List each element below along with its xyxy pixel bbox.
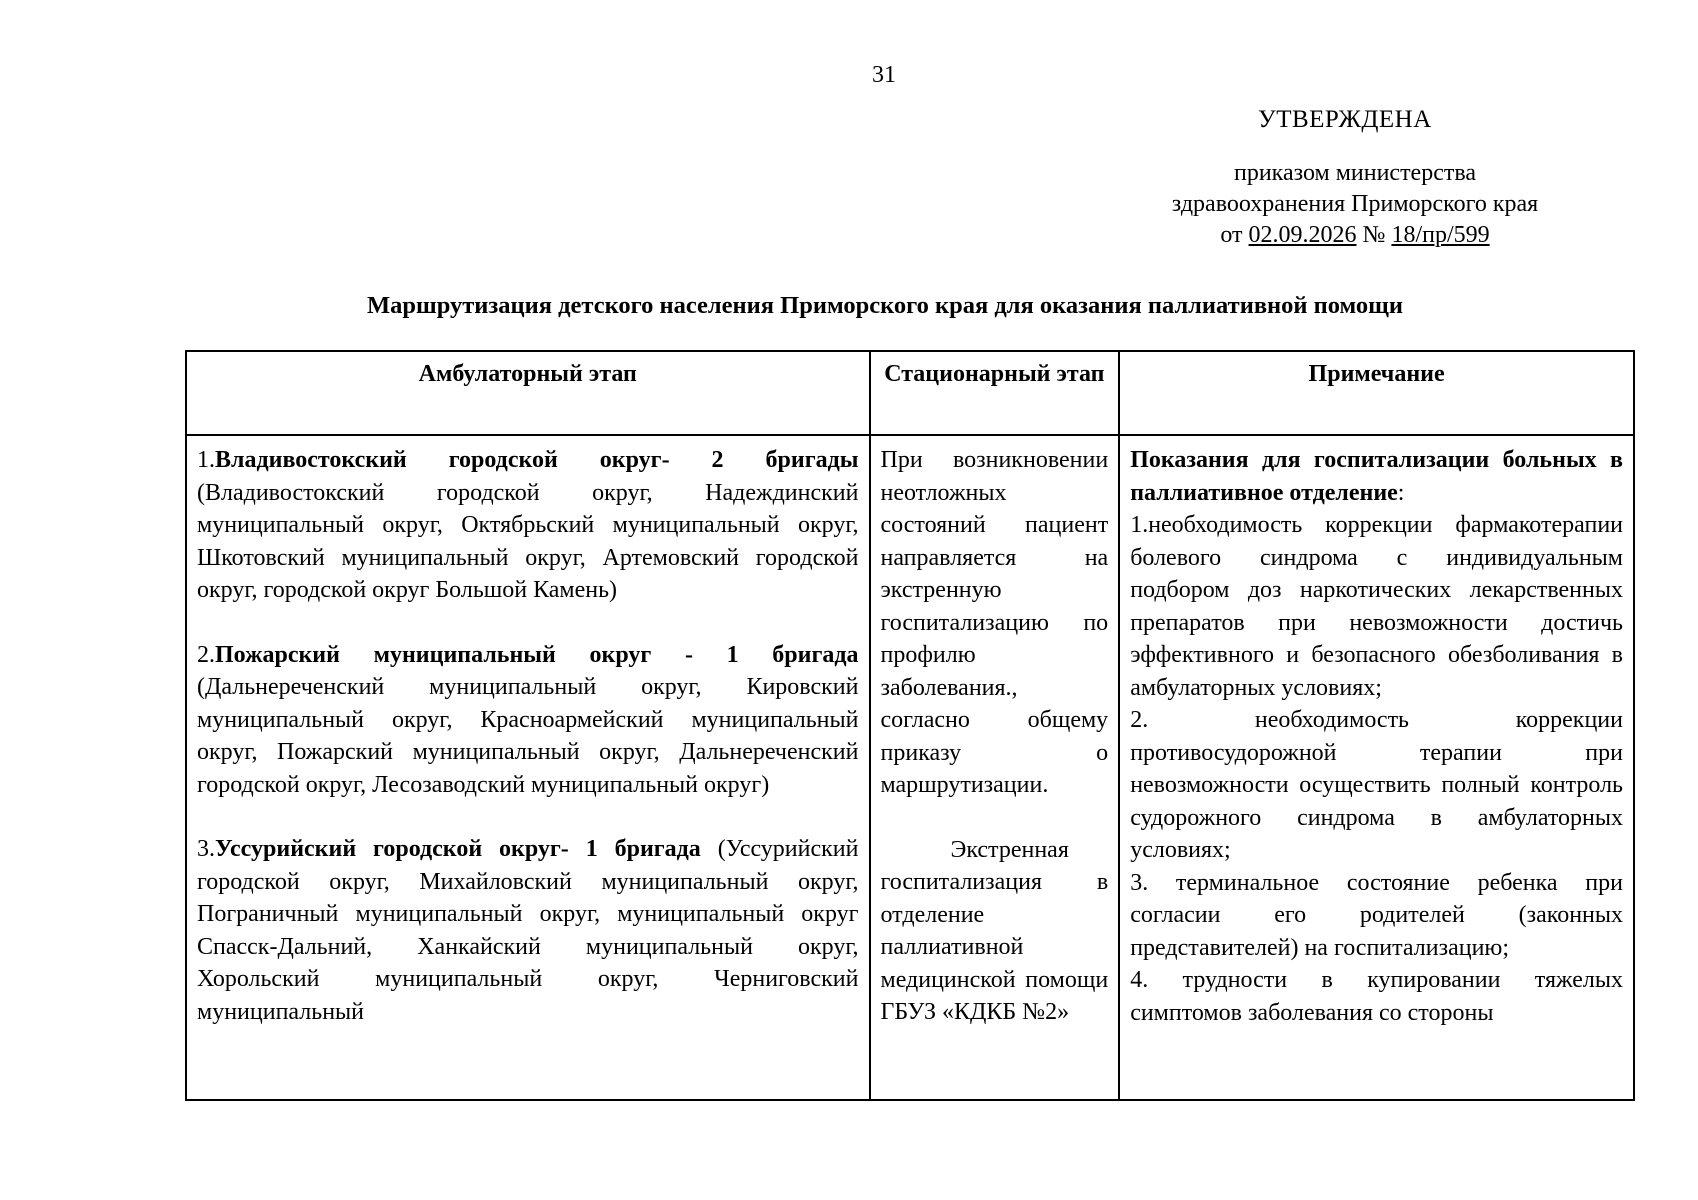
header-ambulatory: Амбулаторный этап [186, 351, 870, 435]
note-cell [1119, 435, 1634, 1100]
order-from: от [1220, 222, 1243, 248]
item-number: 2. [197, 641, 215, 668]
item-district: Владивостокский городской округ- 2 бригады [215, 447, 859, 473]
stationary-paragraph-2: Экстренная госпитализация в отделение паллиативной медицинской помощи ГБУЗ «КДКБ №2» [880, 836, 1109, 1025]
item-district: Уссурийский городской округ- 1 бригада [215, 836, 701, 862]
document-title: Маршрутизация детского населения Приморского края для оказания паллиативной помощи [367, 292, 1403, 319]
table-row [186, 435, 1634, 1100]
item-district: Пожарский муниципальный округ - 1 бригада [215, 641, 859, 668]
ambulatory-item-3 [197, 833, 859, 1028]
stationary-cell [870, 435, 1120, 1100]
item-description: (Дальнереченский муниципальный округ, Кировский муниципальный округ, Красноармейский муниципальный округ, Пожарский муниципальный округ, Дальнереченский городской округ, Лесозаводский муниципальный округ) [197, 674, 859, 798]
order-line-3 [1130, 220, 1580, 251]
header-note: Примечание [1119, 351, 1634, 435]
stationary-paragraph-1: При возникновении неотложных состояний пациент направляется на экстренную госпитализацию по профилю заболевания., согласно общему приказу о маршрутизации. [880, 447, 1109, 798]
item-number: 3. [197, 836, 215, 862]
note-item: 2. необходимость коррекции противосудорожной терапии при невозможности осуществить полный контроль судорожного синдрома в амбулаторных условиях; [1130, 707, 1623, 863]
item-description: (Уссурийский городской округ, Михайловский муниципальный округ, Пограничный муниципальный округ, муниципальный округ Спасск-Дальний, Ханкайский муниципальный округ, Хорольский муниципальный округ, Черниговский муниципальный [197, 836, 859, 1025]
header-stationary: Стационарный этап [870, 351, 1120, 435]
note-title [1130, 444, 1623, 509]
page-number: 31 [872, 62, 896, 88]
approval-stamp-title: УТВЕРЖДЕНА [1258, 106, 1432, 133]
order-line-1: приказом министерства [1233, 160, 1477, 186]
note-title-colon: : [1397, 479, 1405, 506]
routing-table [185, 350, 1635, 1101]
note-item: 1.необходимость коррекции фармакотерапии болевого синдрома с индивидуальным подбором доз наркотических лекарственных препаратов при невозможности достичь эффективного и безопасного обезболивания в амбулаторных условиях; [1130, 512, 1623, 701]
ambulatory-item-1 [197, 444, 859, 607]
order-reference [1130, 158, 1580, 251]
note-item: 3. терминальное состояние ребенка при согласии его родителей (законных представителей) на госпитализацию; [1130, 869, 1623, 961]
ambulatory-cell [186, 435, 870, 1100]
order-number-sign: № [1362, 222, 1386, 248]
order-date: 02.09.2026 [1248, 222, 1357, 248]
note-title-text: Показания для госпитализации больных в паллиативное отделение [1130, 447, 1623, 506]
ambulatory-item-2 [197, 639, 859, 802]
order-number: 18/пр/599 [1391, 222, 1490, 248]
item-number: 1. [197, 447, 215, 473]
order-line-2: здравоохранения Приморского края [1171, 191, 1539, 217]
item-description: (Владивостокский городской округ, Надеждинский муниципальный округ, Октябрьский муниципальный округ, Шкотовский муниципальный округ, Артемовский городской округ, городской округ Большой Камень) [197, 479, 859, 603]
table-header-row [186, 351, 1634, 435]
note-item: 4. трудности в купировании тяжелых симптомов заболевания со стороны [1130, 967, 1623, 1026]
